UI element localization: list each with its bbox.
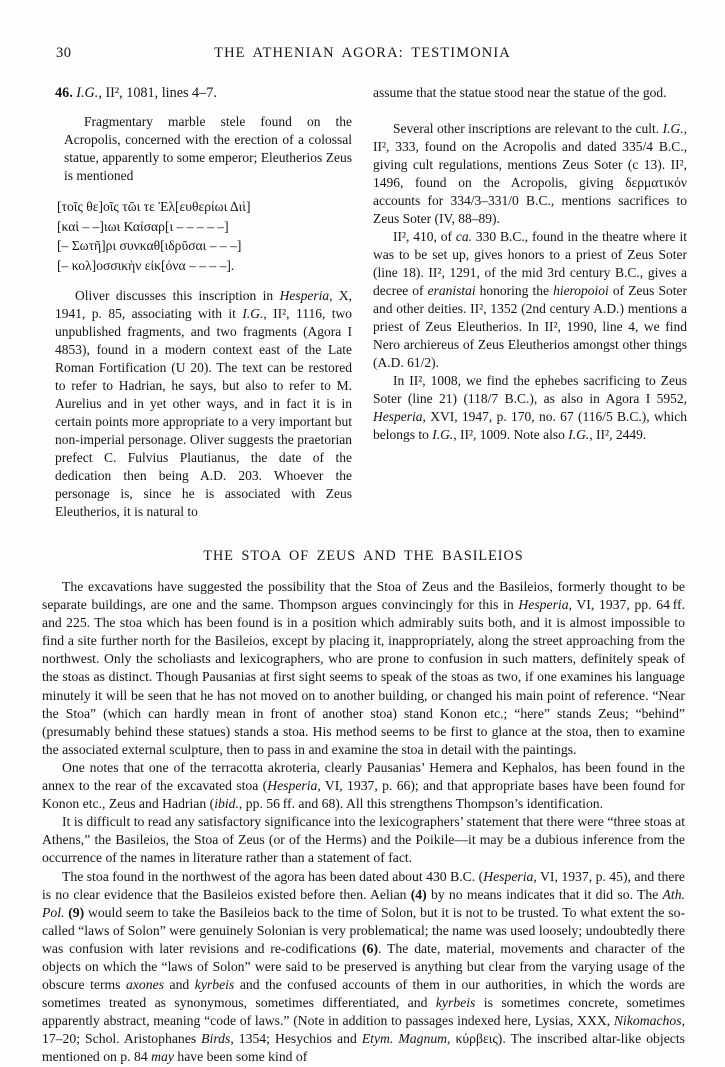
body-paragraph: II², 410, of ca. 330 B.C., found in the theatre where it was to be set up, gives honors to a priest of Zeus Soter (line 18). II², 1291, of the mid 3rd century B.C., gives a decree of eranistai honoring the hieropoioi of Zeus Soter and other deities. II², 1352 (2nd century A.D.) mentions a priest of Zeus Eleutherios. In II², 1990, line 4, we find Nero archiereus of Zeus Eleutherios amongst other things (A.D. 61/2).	[373, 229, 688, 370]
greek-inscription-line: [– κολ]οσσικὴν εἰκ[όνα – – – –].	[57, 257, 235, 273]
page-number: 30	[56, 45, 72, 61]
section-paragraph: The stoa found in the northwest of the agora has been dated about 430 B.C. (Hesperia, VI, 1937, p. 45), and there is no clear evidence that the Basileios existed before then. Aelian (4) by no means indicates that it did so. The Ath. Pol. (9) would seem to take the Basileios back to the time of Solon, but it is not to be trusted. To what extent the so-called “laws of Solon” were genuinely Solonian is very problematical; the name was used loosely; undoubtedly there was confusion with later revisions and re-codifications (6). The date, material, movements and character of the objects on which the “laws of Solon” were said to be preserved is anything but clear from the varying usage of the obscure terms axones and kyrbeis and the confused accounts of them in our authorities, in which the words are sometimes treated as synonymous, sometimes differentiated, and kyrbeis is sometimes concrete, sometimes apparently abstract, meaning “code of laws.” (Note in addition to passages indexed here, Lysias, XXX, Nikomachos, 17–20; Schol. Aristophanes Birds, 1354; Hesychios and Etym. Magnum, κύρβεις). The inscribed altar-like objects mentioned on p. 84 may have been some kind of	[42, 868, 685, 1065]
greek-inscription-line: [καὶ – –]ιωι Καίσαρ[ι – – – – –]	[57, 218, 229, 234]
entry-heading: 46. I.G., II², 1081, lines 4–7.	[55, 85, 217, 101]
body-paragraph: In II², 1008, we find the ephebes sacrificing to Zeus Soter (line 21) (118/7 B.C.), as also in Agora I 5952, Hesperia, XVI, 1947, p. 170, no. 67 (116/5 B.C.), which belongs to I.G., II², 1009. Note also I.G., II², 2449.	[373, 373, 687, 442]
section-paragraph: The excavations have suggested the possibility that the Stoa of Zeus and the Basileios, formerly thought to be separate buildings, are one and the same. Thompson argues convincingly for this in Hesperia, VI, 1937, pp. 64 ff. and 225. The stoa which has been found is in a position which admirably suits both, and it is almost impossible to find a site further north for the Basileios, except by placing it, inappropriately, along the street approaching from the northwest. Only the scholiasts and lexicographers, who are prone to confusion in such matters, definitely speak of the stoas as distinct. Though Pausanias at first sight seems to speak of the stoas as two, if one examines his language minutely it will be seen that he has not moved on to another building, or changed his main point of reference. “Near the Stoa” (which can hardly mean in front of another stoa) stand Konon etc.; “here” stands Zeus; “behind” (presumably behind these statues) stands a stoa. His method seems to be first to glance at the stoa, then to examine the associated external sculpture, then to pass in and examine the stoa in detail with the paintings.	[42, 579, 685, 757]
running-title: THE ATHENIAN AGORA: TESTIMONIA	[214, 45, 511, 61]
greek-inscription-line: [– Σωτῆ]ρι συνκαθ[ιδρῦσαι – – –]	[57, 238, 242, 253]
section-title: THE STOA OF ZEUS AND THE BASILEIOS	[203, 548, 524, 564]
greek-inscription-line: [τοῖς θε]οῖς τῶι τε Ἐλ[ευθερίωι Διὶ]	[57, 199, 251, 214]
page-header	[0, 44, 725, 62]
greek-inscription	[57, 197, 352, 275]
body-paragraph: Several other inscriptions are relevant to the cult. I.G., II², 333, found on the Acropolis and dated 335/4 B.C., giving cult regulations, mentions Zeus Soter (c 13). II², 1496, found on the Acropolis, giving δερματικόν accounts for 334/3–331/0 B.C., mentions sacrifices to Zeus Soter (IV, 88–89).	[373, 121, 687, 226]
section-paragraph: It is difficult to read any satisfactory significance into the lexicographers’ statement that there were “three stoas at Athens,” the Basileios, the Stoa of Zeus (or of the Herms) and the Poikile—it may be a dubious inference from the occurrence of the names in literature rather than a statement of fact.	[42, 814, 685, 866]
right-column	[373, 84, 687, 521]
entry-description: Fragmentary marble stele found on the Acropolis, concerned with the erection of a colossal statue, apparently to some emperor; Eleutherios Zeus is mentioned	[64, 114, 352, 183]
continuation-paragraph: assume that the statue stood near the statue of the god.	[373, 85, 667, 100]
entry-discussion-paragraph: Oliver discusses this inscription in Hesperia, X, 1941, p. 85, associating with it I.G., II², 1116, two unpublished fragments, and two fragments (Agora I 4853), found in a modern context east of the Late Roman Fortification (U 20). The text can be restored to refer to Hadrian, he says, but also to refer to M. Aurelius and in yet other ways, and in fact it is in certain points more appropriate to a very important but non-imperial personage. Oliver suggests the praetorian prefect C. Fulvius Plautianus, the date of the dedication then being A.D. 203. Whoever the personage is, since he is associated with Zeus Eleutherios, it is natural to	[55, 288, 352, 519]
left-column	[55, 84, 352, 521]
section-paragraph: One notes that one of the terracotta akroteria, clearly Pausanias’ Hemera and Kephalos, has been found in the annex to the rear of the excavated stoa (Hesperia, VI, 1937, p. 66); and that appropriate bases have been found for Konon etc., Zeus and Hadrian (ibid., pp. 56 ff. and 68). All this strengthens Thompson’s identification.	[42, 759, 685, 812]
stoa-section	[42, 547, 685, 1067]
two-column-area	[55, 84, 687, 521]
